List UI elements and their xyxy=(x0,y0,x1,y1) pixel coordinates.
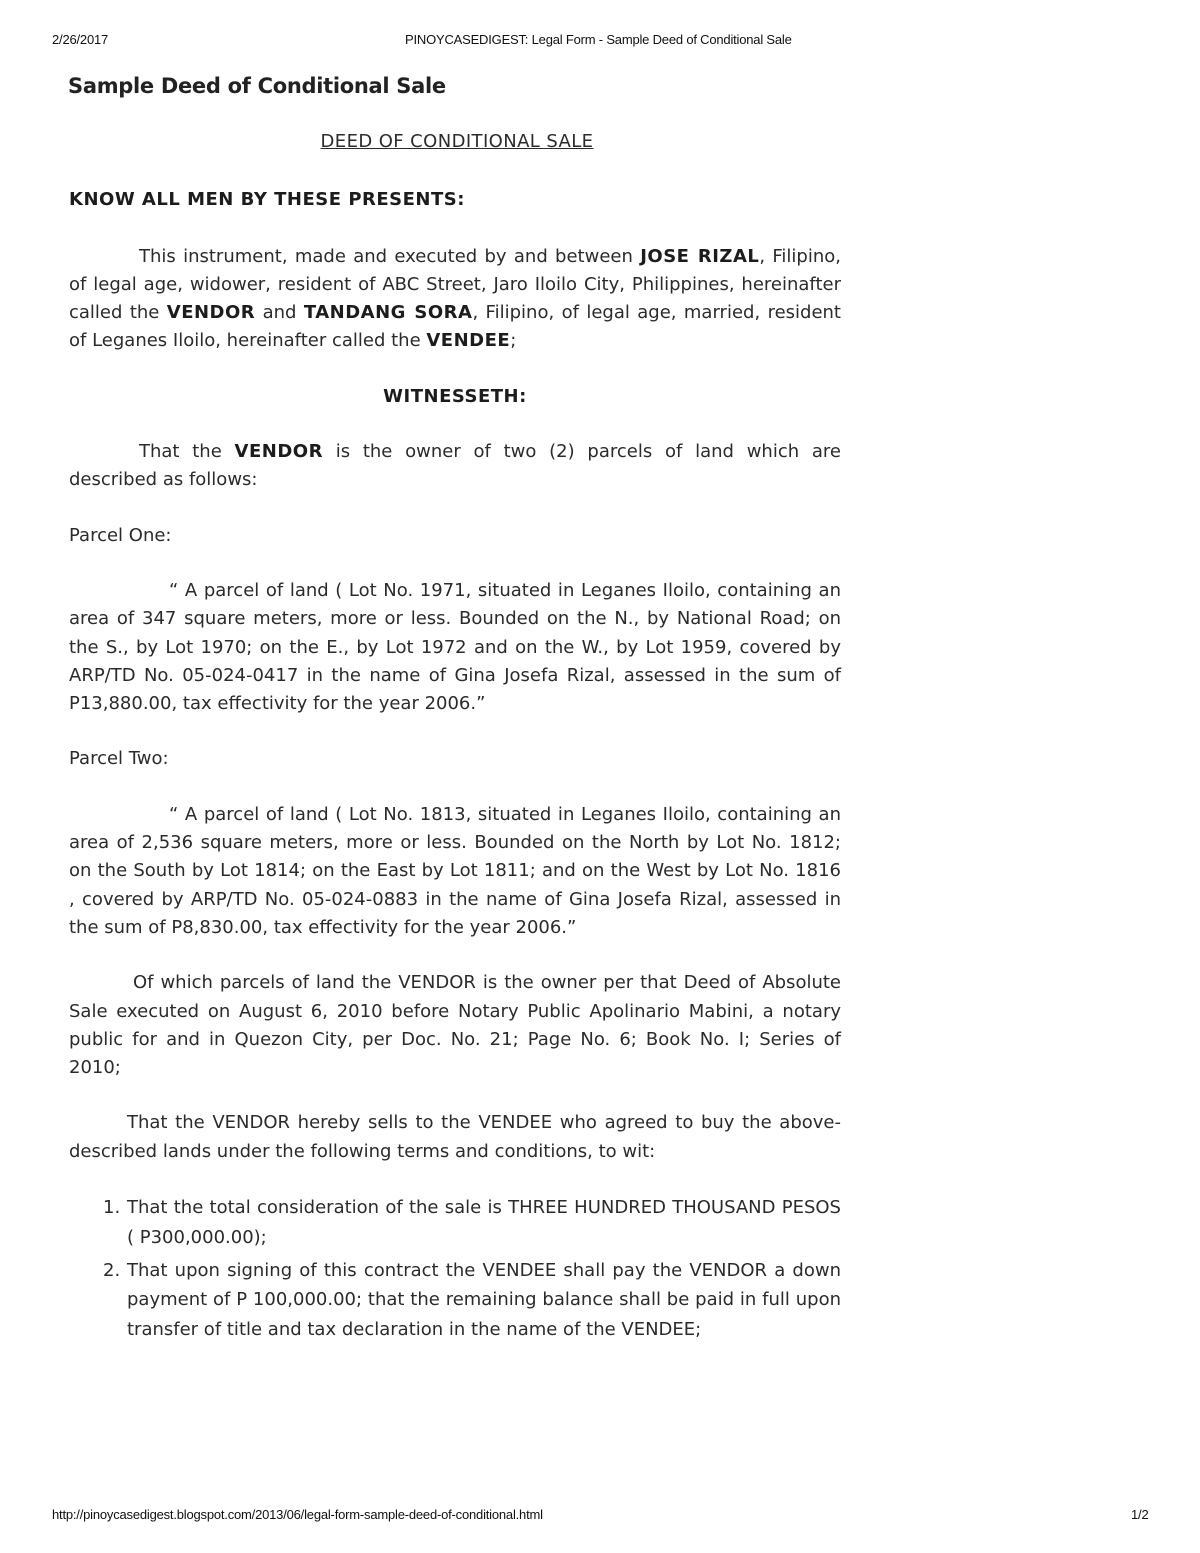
vendee-name: TANDANG SORA xyxy=(303,302,473,324)
vendor-name: JOSE RIZAL xyxy=(640,245,760,267)
print-date: 2/26/2017 xyxy=(52,32,109,47)
parcel-two-description: “ A parcel of land ( Lot No. 1813, situated in Leganes Iloilo, containing an area of 2,536 square meters, more or less. Bounded on the North by Lot No. 1812; on the South by Lot 1814; on the East by Lot 1811; and on the West by Lot No. 1816 , covered by ARP/TD No. 05-024-0883 in the name of Gina Josefa Rizal, assessed in the sum of P8,830.00, tax effectivity for the year 2006.” xyxy=(69,803,841,938)
parcel-one-description: “ A parcel of land ( Lot No. 1971, situated in Leganes Iloilo, containing an area of 347 square meters, more or less. Bounded on the N., by National Road; on the S., by Lot 1970; on the E., by Lot 1972 and on the W., by Lot 1959, covered by ARP/TD No. 05-024-0417 in the name of Gina Josefa Rizal, assessed in the sum of P13,880.00, tax effectivity for the year 2006.” xyxy=(69,579,841,715)
ownership-paragraph: Of which parcels of land the VENDOR is the owner per that Deed of Absolute Sale executed on August 6, 2010 before Notary Public Apolinario Mabini, a notary public for and in Quezon City, per Doc. No. 21; Page No. 6; Book No. I; Series of 2010; xyxy=(69,972,841,1079)
sale-paragraph: That the VENDOR hereby sells to the VENDEE who agreed to buy the above-described lands under the following terms and conditions, to wit: xyxy=(69,1112,841,1162)
deed-title: DEED OF CONDITIONAL SALE xyxy=(320,131,594,152)
vendee-label: VENDEE xyxy=(426,330,511,352)
parcel-one-label: Parcel One: xyxy=(69,524,172,546)
witnesseth-heading: WITNESSETH: xyxy=(383,385,527,407)
list-item: 1. That the total consideration of the sale is THREE HUNDRED THOUSAND PESOS ( P300,000.00); xyxy=(103,1197,841,1248)
parcel-two-label: Parcel Two: xyxy=(69,748,169,770)
post-title: Sample Deed of Conditional Sale xyxy=(68,74,446,98)
print-url: http://pinoycasedigest.blogspot.com/2013/06/legal-form-sample-deed-of-conditional.html xyxy=(52,1507,543,1522)
vendor-label: VENDOR xyxy=(166,302,256,324)
owner-paragraph: That the VENDOR is the owner of two (2) parcels of land which are described as follows: xyxy=(69,441,841,491)
deed-body xyxy=(69,128,841,1348)
intro-paragraph: This instrument, made and executed by and between JOSE RIZAL, Filipino, of legal age, widower, resident of ABC Street, Jaro Iloilo City, Philippines, hereinafter called the VENDOR and TANDANG SORA, Filipino, of legal age, married, resident of Leganes Iloilo, hereinafter called the VENDEE; xyxy=(69,245,841,352)
terms-list xyxy=(69,1193,841,1345)
print-page-title: PINOYCASEDIGEST: Legal Form - Sample Deed of Conditional Sale xyxy=(405,32,792,47)
page-number: 1/2 xyxy=(1131,1507,1149,1522)
list-item: 2. That upon signing of this contract the VENDEE shall pay the VENDOR a down payment of P 100,000.00; that the remaining balance shall be paid in full upon transfer of title and tax declaration in the name of the VENDEE; xyxy=(103,1259,841,1341)
know-all-heading: KNOW ALL MEN BY THESE PRESENTS: xyxy=(69,189,465,211)
